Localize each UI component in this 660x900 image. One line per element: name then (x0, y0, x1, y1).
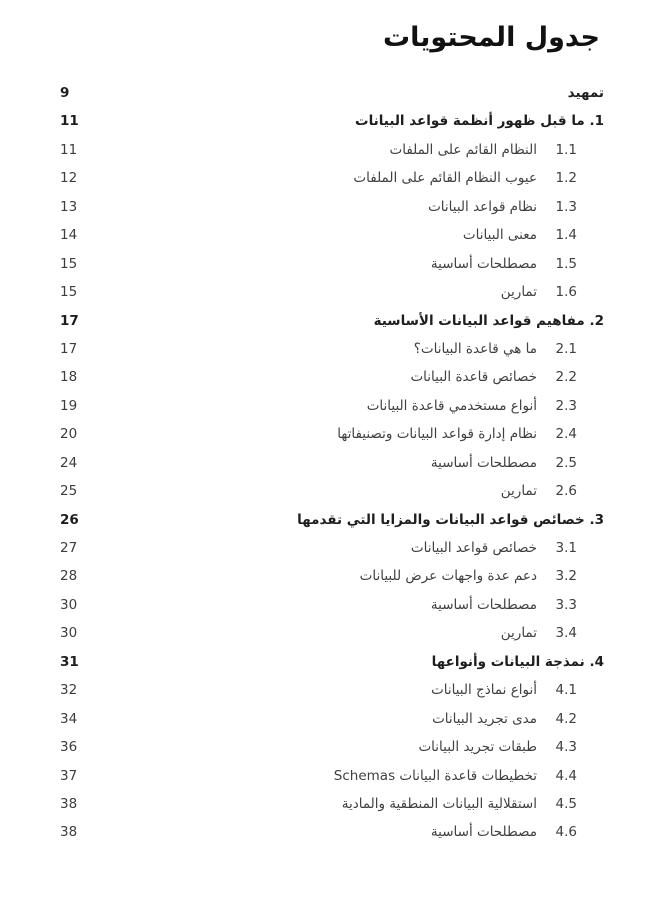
toc-section-entry (337, 420, 577, 448)
toc-section-row[interactable] (56, 420, 604, 448)
toc-section-entry (367, 392, 577, 420)
toc-page-number: 15 (60, 284, 78, 301)
toc-section-entry (414, 335, 577, 363)
toc-section-number: 3.4 (555, 625, 577, 642)
toc-chapter-row[interactable] (56, 307, 604, 335)
toc-section-entry (501, 278, 577, 306)
toc-section-number: 1.5 (555, 255, 577, 272)
toc-chapter-number: 2. (589, 312, 604, 329)
toc-page-number: 12 (60, 170, 78, 187)
page-title: جدول المحتويات (383, 22, 600, 53)
toc-section-number: 4.6 (555, 824, 577, 841)
toc-chapter-title: نمذجة البيانات وأنواعها (431, 653, 585, 670)
toc-section-row[interactable] (56, 762, 604, 790)
toc-section-title: خصائص قواعد البيانات (410, 540, 537, 556)
toc-section-row[interactable] (56, 676, 604, 704)
toc-section-number: 2.1 (555, 340, 577, 357)
toc-section-row[interactable] (56, 193, 604, 221)
toc-section-number: 2.5 (555, 454, 577, 471)
toc-section-entry (428, 193, 577, 221)
toc-section-row[interactable] (56, 164, 604, 192)
toc-section-number: 1.1 (555, 141, 577, 158)
toc-section-row[interactable] (56, 591, 604, 619)
toc-section-row[interactable] (56, 136, 604, 164)
toc-section-number: 1.2 (555, 170, 577, 187)
toc-page-number: 24 (60, 454, 78, 471)
toc-page-number: 27 (60, 540, 78, 556)
toc-section-title: مدى تجريد البيانات (432, 710, 537, 727)
toc-page-number: 30 (60, 596, 78, 613)
toc-section-entry (431, 591, 577, 619)
toc-section-row[interactable] (56, 363, 604, 391)
toc-page-number: 34 (60, 710, 78, 727)
toc-page-number: 18 (60, 369, 78, 386)
toc-page-number: 20 (60, 426, 78, 443)
toc-chapter-number: 1. (589, 113, 604, 130)
toc-section-title: معنى البيانات (462, 227, 537, 244)
toc-intro-label: تمهيد (567, 85, 604, 101)
toc-section-row[interactable] (56, 818, 604, 846)
toc-section-entry (418, 733, 577, 761)
toc-section-title: مصطلحات أساسية (430, 454, 537, 471)
toc-section-title: أنواع نماذج البيانات (431, 682, 537, 699)
toc-page-number: 15 (60, 255, 78, 272)
toc-page-number: 26 (60, 511, 79, 528)
toc-page-number: 11 (60, 113, 79, 130)
toc-section-row[interactable] (56, 733, 604, 761)
toc-section-row[interactable] (56, 790, 604, 818)
toc-page-number: 32 (60, 682, 78, 699)
toc-chapter-title: خصائص قواعد البيانات والمزايا التي تقدمها (297, 511, 585, 528)
toc-page-number: 13 (60, 198, 78, 215)
toc-section-number: 2.4 (555, 426, 577, 443)
toc-chapter-title: مفاهيم قواعد البيانات الأساسية (373, 312, 585, 329)
toc-section-entry (390, 136, 577, 164)
toc-section-title: عيوب النظام القائم على الملفات (353, 170, 537, 187)
toc-chapter-number: 4. (589, 653, 604, 670)
toc-page-number: 36 (60, 739, 78, 756)
toc-section-entry (501, 477, 577, 505)
toc-section-number: 3.3 (555, 596, 577, 613)
toc-section-entry (410, 363, 577, 391)
toc-section-entry (431, 250, 577, 278)
toc-section-row[interactable] (56, 705, 604, 733)
toc-section-title: استقلالية البيانات المنطقية والمادية (341, 795, 537, 812)
toc-section-entry (463, 221, 577, 249)
toc-section-number: 4.2 (555, 710, 577, 727)
toc-page-number: 31 (60, 653, 79, 670)
toc-section-number: 4.4 (555, 767, 577, 784)
table-of-contents (56, 79, 604, 847)
toc-page-number: 9 (60, 85, 70, 101)
toc-page-number: 17 (60, 312, 79, 329)
toc-intro-row[interactable] (56, 79, 604, 107)
toc-chapter-row[interactable] (56, 648, 604, 676)
toc-page-number: 11 (60, 141, 78, 158)
toc-section-title: نظام إدارة قواعد البيانات وتصنيفاتها (337, 426, 537, 443)
toc-chapter-entry (297, 506, 604, 534)
toc-page-number: 25 (60, 483, 78, 500)
toc-chapter-entry (355, 107, 604, 135)
toc-section-title: تمارين (500, 483, 537, 500)
toc-section-number: 4.3 (555, 739, 577, 756)
toc-section-number: 2.3 (555, 397, 577, 414)
toc-section-row[interactable] (56, 534, 604, 562)
toc-section-number: 1.4 (555, 227, 577, 244)
toc-chapter-row[interactable] (56, 107, 604, 135)
toc-section-title: مصطلحات أساسية (430, 596, 537, 613)
toc-section-number: 3.1 (555, 540, 577, 556)
toc-section-title: نظام قواعد البيانات (428, 198, 537, 215)
toc-section-row[interactable] (56, 619, 604, 647)
toc-section-row[interactable] (56, 449, 604, 477)
toc-section-row[interactable] (56, 221, 604, 249)
toc-section-number: 1.6 (555, 284, 577, 301)
toc-page-number: 38 (60, 824, 78, 841)
toc-section-title: خصائص قاعدة البيانات (410, 369, 537, 386)
toc-section-entry (431, 449, 577, 477)
toc-page-number: 19 (60, 397, 78, 414)
toc-section-number: 1.3 (555, 198, 577, 215)
toc-chapter-number: 3. (589, 511, 604, 528)
toc-page-number: 38 (60, 795, 78, 812)
toc-section-entry (431, 676, 577, 704)
toc-section-number: 2.6 (555, 483, 577, 500)
toc-section-entry (431, 818, 577, 846)
toc-section-row[interactable] (56, 250, 604, 278)
toc-section-entry (334, 762, 577, 790)
toc-section-row[interactable] (56, 477, 604, 505)
toc-section-number: 3.2 (555, 568, 577, 585)
toc-section-row[interactable] (56, 335, 604, 363)
toc-section-title: دعم عدة واجهات عرض للبيانات (359, 568, 537, 585)
toc-page-number: 17 (60, 340, 78, 357)
toc-section-title: مصطلحات أساسية (430, 255, 537, 272)
toc-section-number: 4.5 (555, 795, 577, 812)
toc-section-entry (411, 534, 577, 562)
toc-chapter-title: ما قبل ظهور أنظمة قواعد البيانات (355, 113, 585, 130)
toc-section-title: أنواع مستخدمي قاعدة البيانات (366, 397, 537, 414)
toc-section-title: تخطيطات قاعدة البيانات Schemas (333, 767, 537, 784)
toc-page-number: 14 (60, 227, 78, 244)
toc-section-title: ما هي قاعدة البيانات؟ (413, 340, 537, 357)
toc-section-number: 2.2 (555, 369, 577, 386)
toc-page-number: 37 (60, 767, 78, 784)
toc-chapter-entry (374, 307, 604, 335)
toc-page-number: 28 (60, 568, 78, 585)
toc-section-title: النظام القائم على الملفات (389, 141, 537, 158)
toc-section-entry (360, 562, 577, 590)
toc-section-entry (353, 164, 577, 192)
toc-section-entry (432, 705, 577, 733)
toc-section-title: طبقات تجريد البيانات (418, 739, 537, 756)
toc-section-row[interactable] (56, 278, 604, 306)
toc-section-number: 4.1 (555, 682, 577, 699)
toc-section-title: مصطلحات أساسية (430, 824, 537, 841)
toc-chapter-row[interactable] (56, 506, 604, 534)
toc-chapter-entry (432, 648, 604, 676)
toc-section-title: تمارين (500, 284, 537, 301)
toc-section-row[interactable] (56, 392, 604, 420)
toc-section-entry (501, 619, 577, 647)
toc-section-row[interactable] (56, 562, 604, 590)
toc-section-title: تمارين (500, 625, 537, 642)
toc-section-entry (342, 790, 577, 818)
toc-page-number: 30 (60, 625, 78, 642)
